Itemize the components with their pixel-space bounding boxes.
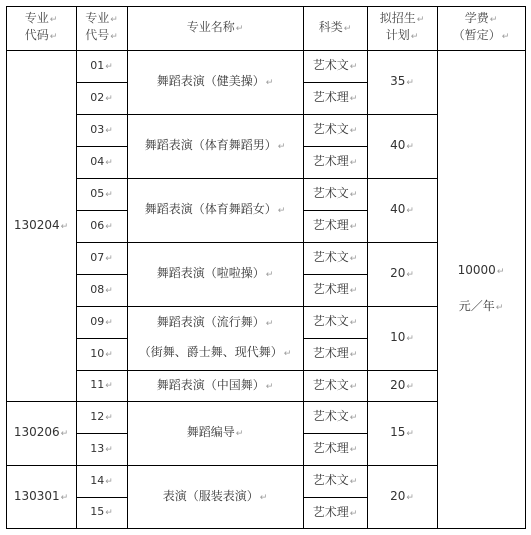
paragraph-mark-icon: ↵ <box>349 413 358 423</box>
category-cell <box>303 401 367 433</box>
category: 艺术文 <box>312 58 349 72</box>
paragraph-mark-icon: ↵ <box>349 62 358 72</box>
category: 艺术文 <box>312 186 349 200</box>
major-name: 舞蹈编导 <box>186 425 235 439</box>
paragraph-mark-icon: ↵ <box>283 349 292 359</box>
major-name-cell <box>127 50 303 114</box>
paragraph-mark-icon: ↵ <box>265 78 274 88</box>
header-category <box>303 6 367 50</box>
row-divider <box>303 338 368 339</box>
paragraph-mark-icon: ↵ <box>501 32 510 42</box>
category-cell <box>303 178 367 210</box>
category: 艺术理 <box>312 282 349 296</box>
major-number: 02 <box>90 90 105 104</box>
paragraph-mark-icon: ↵ <box>60 492 69 503</box>
column-divider <box>76 6 77 529</box>
major-number-cell <box>76 178 127 210</box>
major-name: 舞蹈表演（体育舞蹈男） <box>144 138 277 152</box>
paragraph-mark-icon: ↵ <box>406 429 414 439</box>
paragraph-mark-icon: ↵ <box>349 254 358 264</box>
category: 艺术文 <box>312 473 349 487</box>
header-major-number <box>76 6 127 50</box>
enrollment-plan: 35 <box>390 74 406 88</box>
paragraph-mark-icon: ↵ <box>406 381 414 392</box>
category: 艺术文 <box>312 250 349 264</box>
major-name: 表演（服装表演） <box>162 488 259 503</box>
major-number: 11 <box>90 378 105 391</box>
major-number-cell <box>76 242 127 274</box>
category-cell <box>303 465 367 497</box>
major-number: 09 <box>90 314 105 328</box>
table-border-bottom <box>6 528 526 529</box>
major-number-cell <box>76 370 127 401</box>
tuition-amount: 10000 <box>457 263 496 277</box>
paragraph-mark-icon: ↵ <box>349 318 358 328</box>
major-divider <box>76 178 438 179</box>
paragraph-mark-icon: ↵ <box>105 125 113 136</box>
paragraph-mark-icon: ↵ <box>265 319 274 329</box>
paragraph-mark-icon: ↵ <box>343 23 352 34</box>
paragraph-mark-icon: ↵ <box>495 303 504 313</box>
paragraph-mark-icon: ↵ <box>105 381 113 391</box>
enrollment-plan-cell <box>367 370 437 401</box>
enrollment-plan: 10 <box>390 330 406 344</box>
category-cell <box>303 146 367 178</box>
enrollment-plan-cell <box>367 242 437 306</box>
paragraph-mark-icon: ↵ <box>406 334 414 344</box>
major-code-cell <box>6 401 76 465</box>
header-major-code <box>6 6 76 50</box>
paragraph-mark-icon: ↵ <box>406 206 414 216</box>
major-code: 130206 <box>13 425 60 439</box>
row-divider <box>303 210 368 211</box>
major-number: 04 <box>90 154 105 168</box>
major-name-cell <box>127 178 303 242</box>
enrollment-plan-cell <box>367 465 437 528</box>
category: 艺术文 <box>312 377 349 392</box>
paragraph-mark-icon: ↵ <box>105 317 113 328</box>
paragraph-mark-icon: ↵ <box>349 286 358 296</box>
header-major-name <box>127 6 303 50</box>
paragraph-mark-icon: ↵ <box>105 93 113 104</box>
enrollment-plan: 40 <box>390 202 406 216</box>
paragraph-mark-icon: ↵ <box>105 508 113 518</box>
paragraph-mark-icon: ↵ <box>349 222 358 232</box>
major-number: 15 <box>90 505 105 518</box>
paragraph-mark-icon: ↵ <box>496 267 505 277</box>
category-cell <box>303 497 367 528</box>
row-divider <box>303 146 368 147</box>
major-name-cell <box>127 306 303 370</box>
paragraph-mark-icon: ↵ <box>110 32 118 42</box>
paragraph-mark-icon: ↵ <box>259 492 268 503</box>
row-divider <box>76 146 128 147</box>
category-cell <box>303 370 367 401</box>
paragraph-mark-icon: ↵ <box>265 381 274 392</box>
category-cell <box>303 242 367 274</box>
paragraph-mark-icon: ↵ <box>406 142 414 152</box>
row-divider <box>76 338 128 339</box>
header-name-label: 专业名称 <box>186 19 235 34</box>
category: 艺术理 <box>312 441 349 455</box>
paragraph-mark-icon: ↵ <box>105 157 113 168</box>
row-divider <box>76 82 128 83</box>
table-border-top <box>6 6 526 7</box>
category-cell <box>303 274 367 306</box>
major-number: 13 <box>90 441 105 455</box>
major-name: 舞蹈表演（健美操） <box>156 74 265 88</box>
enrollment-plan-cell <box>367 178 437 242</box>
group-divider <box>6 401 438 402</box>
major-number: 07 <box>90 250 105 264</box>
header-plan-line1: 拟招生 <box>379 11 416 25</box>
major-number: 05 <box>90 186 105 200</box>
major-name-cell <box>127 465 303 528</box>
major-number-cell <box>76 210 127 242</box>
enrollment-plan-cell <box>367 114 437 178</box>
paragraph-mark-icon: ↵ <box>60 429 69 439</box>
enrollment-plan: 15 <box>390 425 406 439</box>
major-number-cell <box>76 433 127 465</box>
category: 艺术理 <box>312 504 349 519</box>
major-code: 130204 <box>13 217 60 232</box>
major-name-cell <box>127 401 303 465</box>
paragraph-mark-icon: ↵ <box>110 15 118 25</box>
major-number-cell <box>76 497 127 528</box>
header-code-line2: 代码 <box>24 28 49 42</box>
row-divider <box>303 82 368 83</box>
major-number: 01 <box>90 58 105 72</box>
category: 艺术文 <box>312 409 349 423</box>
paragraph-mark-icon: ↵ <box>235 23 244 34</box>
row-divider <box>76 497 128 498</box>
paragraph-mark-icon: ↵ <box>406 78 414 88</box>
paragraph-mark-icon: ↵ <box>105 412 113 423</box>
major-name-cell <box>127 370 303 401</box>
major-number: 10 <box>90 346 105 360</box>
header-num-line2: 代号 <box>85 28 110 42</box>
category-cell <box>303 114 367 146</box>
paragraph-mark-icon: ↵ <box>105 221 113 232</box>
paragraph-mark-icon: ↵ <box>410 32 419 42</box>
major-code: 130301 <box>13 488 60 503</box>
major-name-cell <box>127 242 303 306</box>
major-name-cell <box>127 114 303 178</box>
major-number: 08 <box>90 282 105 296</box>
category-cell <box>303 210 367 242</box>
enrollment-plan-cell <box>367 306 437 370</box>
column-divider <box>367 6 368 529</box>
paragraph-mark-icon: ↵ <box>105 285 113 296</box>
table-border-right <box>525 6 526 529</box>
major-number-cell <box>76 306 127 338</box>
paragraph-mark-icon: ↵ <box>349 508 358 519</box>
paragraph-mark-icon: ↵ <box>416 15 425 25</box>
paragraph-mark-icon: ↵ <box>349 445 358 455</box>
category: 艺术理 <box>312 154 349 168</box>
enrollment-plan: 20 <box>390 377 406 392</box>
column-divider <box>127 6 128 529</box>
paragraph-mark-icon: ↵ <box>349 350 358 360</box>
paragraph-mark-icon: ↵ <box>265 270 274 280</box>
major-divider <box>76 114 438 115</box>
paragraph-mark-icon: ↵ <box>49 15 58 25</box>
paragraph-mark-icon: ↵ <box>105 253 113 264</box>
major-code-cell <box>6 50 76 401</box>
enrollment-plan: 20 <box>390 266 406 280</box>
row-divider <box>76 210 128 211</box>
major-number-cell <box>76 338 127 370</box>
paragraph-mark-icon: ↵ <box>349 190 358 200</box>
paragraph-mark-icon: ↵ <box>406 492 414 503</box>
major-number-cell <box>76 114 127 146</box>
category-cell <box>303 82 367 114</box>
enrollment-plan: 20 <box>390 488 406 503</box>
major-name: 舞蹈表演（体育舞蹈女） <box>144 202 277 216</box>
category-cell <box>303 338 367 370</box>
paragraph-mark-icon: ↵ <box>349 381 358 392</box>
category: 艺术文 <box>312 314 349 328</box>
major-number: 06 <box>90 218 105 232</box>
major-number: 12 <box>90 409 105 423</box>
major-number: 14 <box>90 473 105 487</box>
major-name: 舞蹈表演（中国舞） <box>156 377 265 392</box>
row-divider <box>76 433 128 434</box>
row-divider <box>303 274 368 275</box>
row-divider <box>303 433 368 434</box>
paragraph-mark-icon: ↵ <box>49 32 58 42</box>
major-number-cell <box>76 401 127 433</box>
paragraph-mark-icon: ↵ <box>277 142 286 152</box>
row-divider <box>76 274 128 275</box>
paragraph-mark-icon: ↵ <box>105 444 113 455</box>
major-number-cell <box>76 50 127 82</box>
paragraph-mark-icon: ↵ <box>349 158 358 168</box>
major-divider <box>76 242 438 243</box>
tuition-unit: 元／年 <box>458 299 495 313</box>
category-cell <box>303 50 367 82</box>
category-cell <box>303 306 367 338</box>
header-fee-line2: （暂定） <box>452 28 501 42</box>
category: 艺术理 <box>312 346 349 360</box>
category: 艺术文 <box>312 122 349 136</box>
row-divider <box>303 497 368 498</box>
header-category-label: 科类 <box>318 19 343 34</box>
paragraph-mark-icon: ↵ <box>235 429 244 439</box>
category: 艺术理 <box>312 90 349 104</box>
paragraph-mark-icon: ↵ <box>489 15 498 25</box>
header-tuition <box>437 6 525 50</box>
major-number-cell <box>76 274 127 306</box>
paragraph-mark-icon: ↵ <box>349 94 358 104</box>
paragraph-mark-icon: ↵ <box>105 61 113 72</box>
header-num-line1: 专业 <box>85 11 110 25</box>
major-name-note: （街舞、爵士舞、现代舞） <box>138 345 283 359</box>
enrollment-plan-cell <box>367 401 437 465</box>
column-divider <box>303 6 304 529</box>
header-divider <box>6 50 526 51</box>
paragraph-mark-icon: ↵ <box>277 206 286 216</box>
paragraph-mark-icon: ↵ <box>406 270 414 280</box>
header-enrollment-plan <box>367 6 437 50</box>
header-fee-line1: 学费 <box>464 11 489 25</box>
major-name: 舞蹈表演（流行舞） <box>156 315 265 329</box>
major-divider <box>76 370 438 371</box>
category-cell <box>303 433 367 465</box>
group-divider <box>6 465 438 466</box>
major-code-cell <box>6 465 76 528</box>
category: 艺术理 <box>312 218 349 232</box>
major-number-cell <box>76 465 127 497</box>
paragraph-mark-icon: ↵ <box>60 221 69 232</box>
enrollment-plan: 40 <box>390 138 406 152</box>
paragraph-mark-icon: ↵ <box>105 349 113 360</box>
header-plan-line2: 计划 <box>385 28 410 42</box>
paragraph-mark-icon: ↵ <box>105 189 113 200</box>
major-number: 03 <box>90 122 105 136</box>
column-divider <box>437 6 438 529</box>
table-border-left <box>6 6 7 529</box>
major-name: 舞蹈表演（啦啦操） <box>156 266 265 280</box>
tuition-cell <box>437 50 525 528</box>
enrollment-plan-cell <box>367 50 437 114</box>
header-code-line1: 专业 <box>24 11 49 25</box>
paragraph-mark-icon: ↵ <box>105 476 113 487</box>
paragraph-mark-icon: ↵ <box>349 126 358 136</box>
major-number-cell <box>76 146 127 178</box>
major-number-cell <box>76 82 127 114</box>
major-divider <box>76 306 438 307</box>
paragraph-mark-icon: ↵ <box>349 477 358 487</box>
